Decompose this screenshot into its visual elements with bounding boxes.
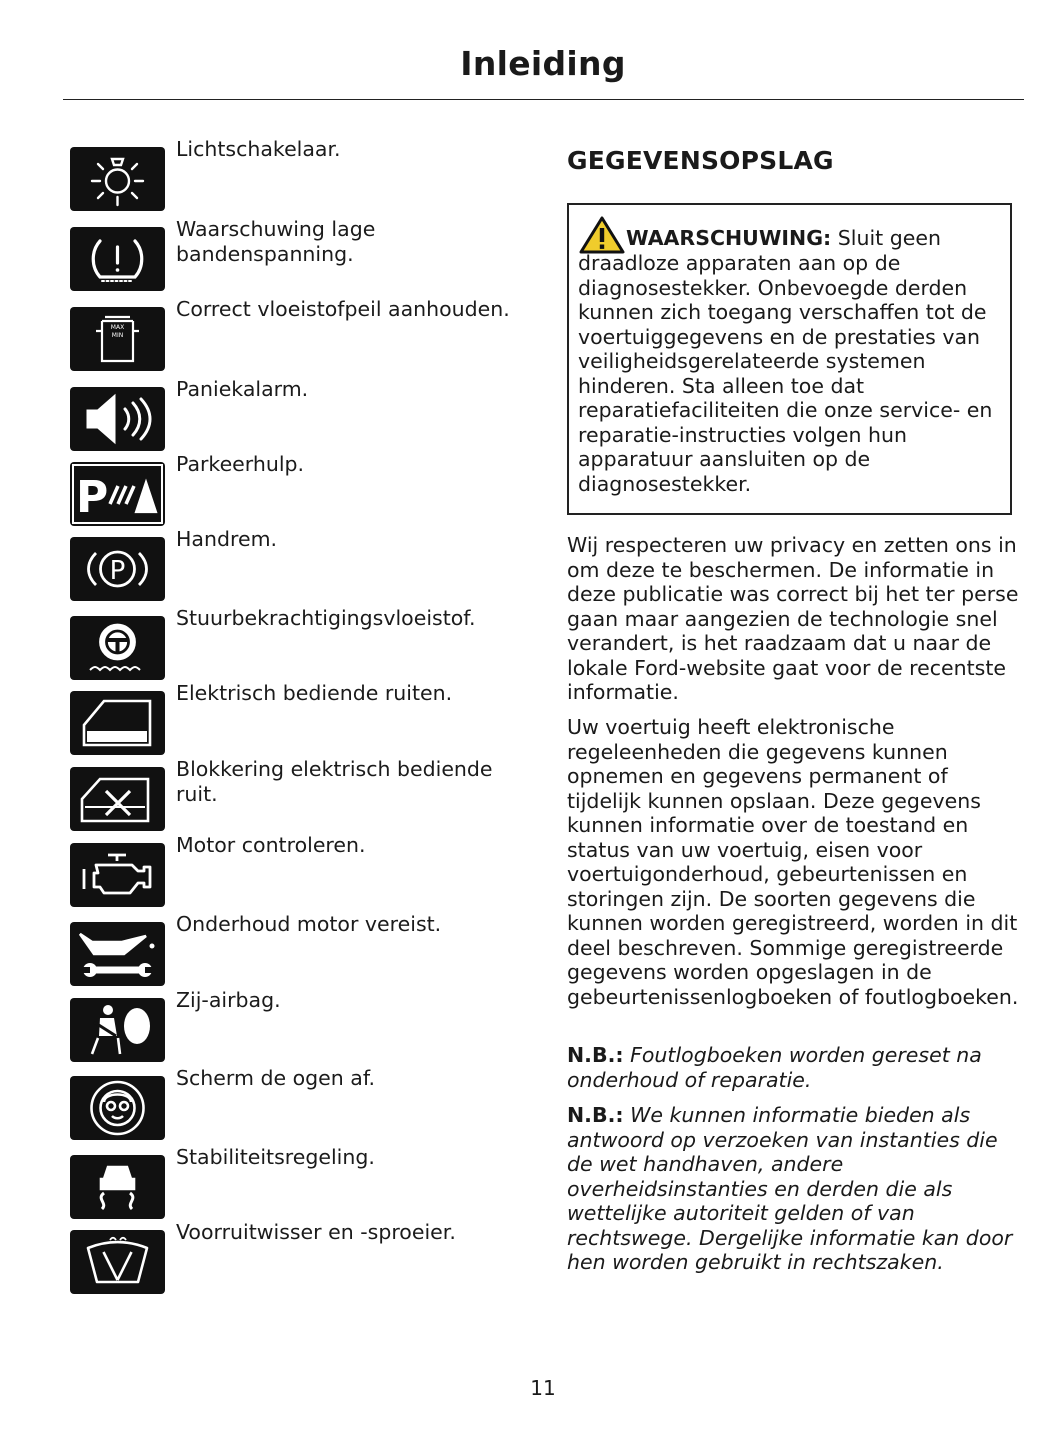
paragraph: Wij respecteren uw privacy en zetten ons in om deze te beschermen. De informatie in deze publicatie was correct bij het ter perse gaan maar aangezien de technologie snel verandert, is het raadzaam dat u naar de lokale Ford-website gaat voor de recentste informatie. [567, 533, 1019, 704]
symbol-label: Stuurbekrachtigingsvloeistof. [176, 606, 476, 630]
window-lockout-icon [70, 767, 165, 831]
power-steering-fluid-icon [70, 616, 165, 680]
svg-text:P: P [109, 556, 126, 586]
symbol-label: Motor controleren. [176, 833, 366, 857]
page-number: 11 [530, 1376, 556, 1400]
windshield-wiper-icon [70, 1230, 165, 1294]
note-label: N.B.: [567, 1103, 624, 1127]
symbol-label: Voorruitwisser en -sproeier. [176, 1220, 456, 1244]
fluid-level-icon [70, 307, 165, 371]
warning-box [567, 203, 1012, 515]
tire-pressure-icon [70, 227, 165, 291]
symbol-label: Lichtschakelaar. [176, 137, 341, 161]
note-text: We kunnen informatie bieden als antwoord op verzoeken van instanties die de wet handhaven, andere overheidsinstanties en derden die als wettelijke autoriteit gelden of van rechtswege. Dergelijke informatie kan door hen worden gebruikt in rechtszaken. [567, 1103, 1013, 1274]
page-title: Inleiding [460, 44, 626, 83]
symbol-label: Waarschuwing lage bandenspanning. [176, 217, 376, 266]
warning-heading: WAARSCHUWING: [626, 226, 832, 250]
symbol-label: Parkeerhulp. [176, 452, 305, 476]
symbol-label: Stabiliteitsregeling. [176, 1145, 375, 1169]
paragraph: Uw voertuig heeft elektronische regeleenheden die gegevens kunnen opnemen en gegevens permanent of tijdelijk kunnen opslaan. Deze gegevens kunnen informatie over de toestand en status van uw voertuig, eisen voor voertuigonderhoud, gebeurtenissen en storingen zijn. De soorten gegevens die kunnen worden geregistreerd, worden in dit deel beschreven. Sommige geregistreerde gegevens worden opgeslagen in de gebeurtenissenlogboeken of foutlogboeken. [567, 715, 1019, 1009]
engine-check-icon [70, 843, 165, 907]
symbol-label: Zij-airbag. [176, 988, 281, 1012]
warning-triangle-icon [578, 215, 626, 251]
symbol-label: Correct vloeistofpeil aanhouden. [176, 297, 510, 321]
symbol-label: Blokkering elektrisch bediende ruit. [176, 757, 493, 806]
section-heading: GEGEVENSOPSLAG [567, 146, 834, 175]
eye-protection-icon [70, 1076, 165, 1140]
symbol-label: Handrem. [176, 527, 278, 551]
note-label: N.B.: [567, 1043, 624, 1067]
stability-control-icon [70, 1155, 165, 1219]
light-switch-icon [70, 147, 165, 211]
symbol-label: Onderhoud motor vereist. [176, 912, 442, 936]
parking-brake-icon [70, 537, 165, 601]
note [567, 1103, 1019, 1275]
svg-text:MIN: MIN [111, 332, 124, 339]
power-window-icon [70, 691, 165, 755]
panic-alarm-icon [70, 387, 165, 451]
symbol-label: Scherm de ogen af. [176, 1066, 376, 1090]
warning-text: Sluit geen draadloze apparaten aan op de diagnosestekker. Onbevoegde derden kunnen zich toegang verschaffen tot de voertuiggegevens en de prestaties van veiligheidsgerelateerde systemen hinderen. Sta alleen toe dat reparatiefaciliteiten die onze service- en reparatie-instructies volgen hun apparatuur aansluiten op de diagnosestekker. [578, 226, 993, 496]
parking-aid-icon [70, 462, 165, 526]
note [567, 1043, 1019, 1092]
side-airbag-icon [70, 998, 165, 1062]
svg-text:P: P [76, 472, 109, 523]
symbol-label: Paniekalarm. [176, 377, 309, 401]
engine-maintenance-icon [70, 922, 165, 986]
header-divider [63, 99, 1024, 100]
svg-text:MAX: MAX [110, 324, 125, 331]
symbol-label: Elektrisch bediende ruiten. [176, 681, 453, 705]
note-text: Foutlogboeken worden gereset na onderhoud of reparatie. [567, 1043, 982, 1092]
